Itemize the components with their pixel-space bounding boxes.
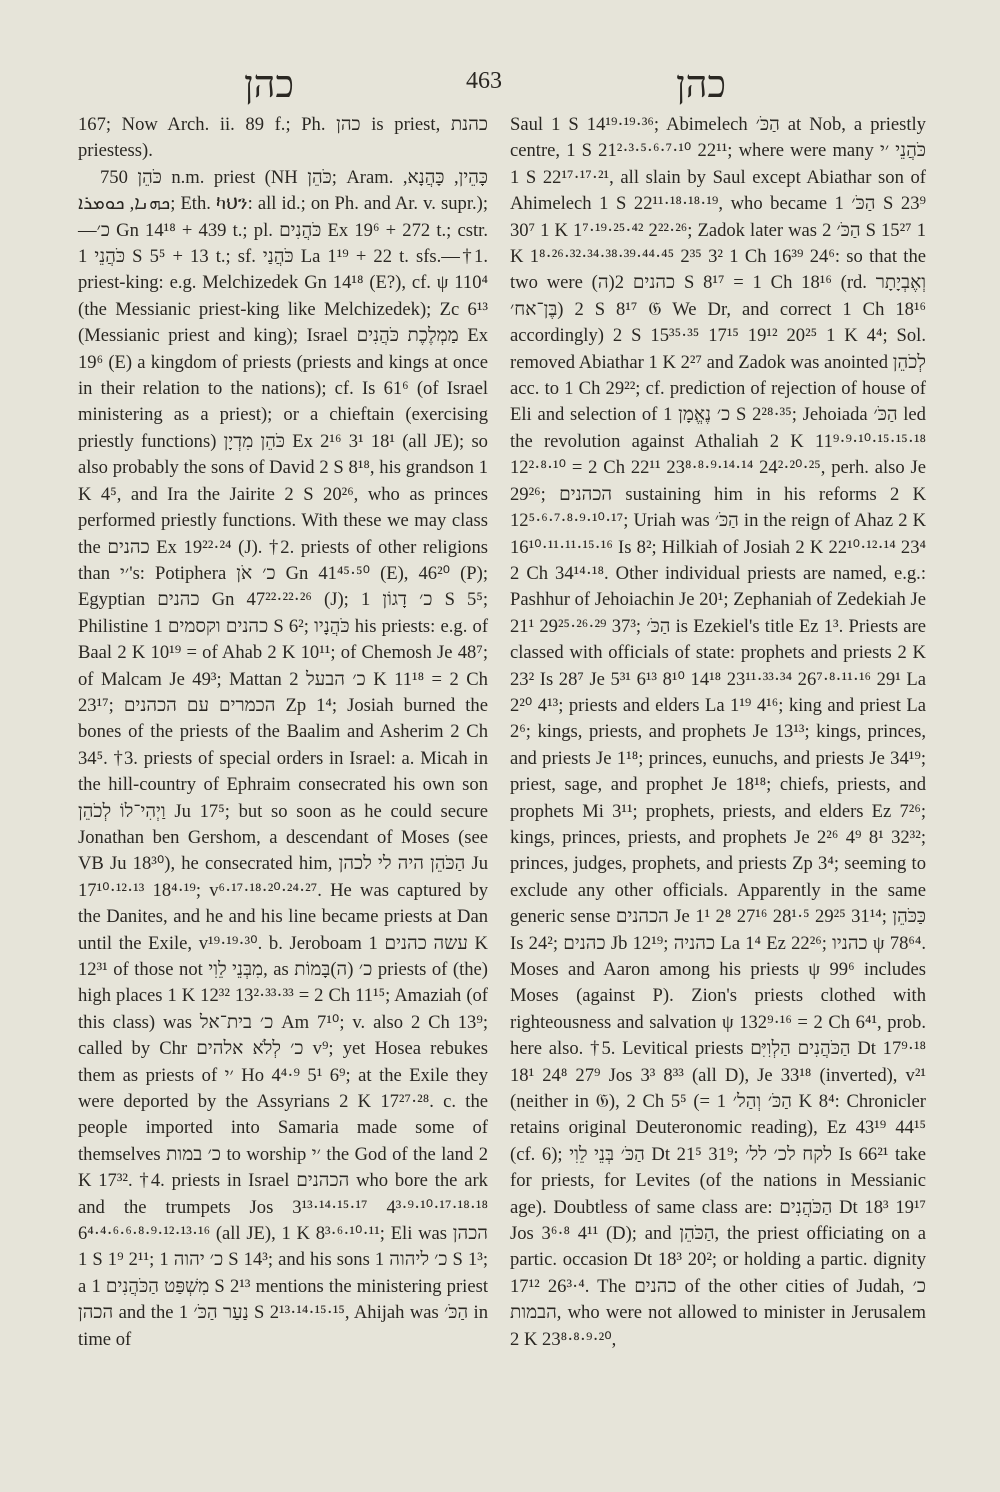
page-header xyxy=(0,60,1000,108)
page-number: 463 xyxy=(466,68,502,94)
header-right-headword: כהן xyxy=(676,62,727,106)
right-column xyxy=(510,112,926,1353)
header-left-headword: כהן xyxy=(244,62,295,106)
left-column-paragraph: 167; Now Arch. ii. 89 f.; Ph. כהן is priest, כהנת priestess). xyxy=(78,114,489,162)
left-column xyxy=(78,112,488,1353)
entry-kohen-paragraph: כֹּהֵן 750 n.m. priest (NH כֹּהֵן; Aram. כָּהֵין, כָּהֲנָא, ܟܗܢܐ, ܟܘܡܪܐ; Eth. ካህን: all id.; on Ph. and Ar. v. supr.);—כ׳ Gn 14¹⁸ + 439 t.; pl. כֹּהֲנִים Ex 19⁶ + 272 t.; cstr. כֹּהֲנֵי 1 S 5⁵ + 13 t.; sf. כֹּהֲנַי La 1¹⁹ + 22 t. sfs.—†1. priest-king: e.g. Melchizedek Gn 14¹⁸ (E?), cf. ψ 110⁴ (the Messianic priest-king like Melchizedek); Zc 6¹³ (Messianic priest and king); Israel מַמְלֶכֶת כֹּהֲנִים Ex 19⁶ (E) a kingdom of priests (priests and kings at once in their relation to the nations); cf. Is 61⁶ (of Israel ministering as a priest); or a chieftain (exercising priestly functions) כֹּהֵן מִדְיָן Ex 2¹⁶ 3¹ 18¹ (all JE); so also probably the sons of David 2 S 8¹⁸, his grandson 1 K 4⁵, and Ira the Jairite 2 S 20²⁶, who as princes performed priestly functions. With these we may class the כהנים Ex 19²²·²⁴ (J). †2. priests of other religions than ׳י's: Potiphera כ׳ אֹן Gn 41⁴⁵·⁵⁰ (E), 46²⁰ (P); Egyptian כהנים Gn 47²²·²²·²⁶ (J); כ׳ דָגוֹן 1 S 5⁵; Philistine כהנים וקסמים 1 S 6²; כֹּהֲנָיו his priests: e.g. of Baal 2 K 10¹⁹ = of Ahab 2 K 10¹¹; of Chemosh Je 48⁷; of Malcam Je 49³; Mattan כ׳ הבעל 2 K 11¹⁸ = 2 Ch 23¹⁷; הכמרים עם הכהנים Zp 1⁴; Josiah burned the bones of the priests of the Baalim and Asherim 2 Ch 34⁵. †3. priests of special orders in Israel: a. Micah in the hill-country of Ephraim consecrated his own son וַיְהִי־לוֹ לְכֹהֵן Ju 17⁵; but so soon as he could secure Jonathan ben Gershom, a descendant of Moses (see VB Ju 18³⁰), he consecrated him, הַכֹּהֵן היה לי לכהן Ju 17¹⁰·¹²·¹³ 18⁴·¹⁹; v⁶·¹⁷·¹⁸·²⁰·²⁴·²⁷. He was captured by the Danites, and he and his line became priests at Dan until the Exile, v¹⁹·¹⁹·³⁰. b. Jeroboam עשה כהנים 1 K 12³¹ of those not מִבְּנֵי לֵוִי, as כ׳ (ה)בָּמוֹת priests of (the) high places 1 K 12³² 13²·³³·³³ = 2 Ch 11¹⁵; Amaziah (of this class) was כ׳ בית־אל Am 7¹⁰; v. also 2 Ch 13⁹; called by Chr כ׳ לְלֹא אלהים v⁹; yet Hosea rebukes them as priests of ׳י Ho 4⁴·⁹ 5¹ 6⁹; at the Exile they were deported by the Assyrians 2 K 17²⁷·²⁸. c. the people imported into Samaria made some of themselves כ׳ במות to worship ׳י the God of the land 2 K 17³². †4. priests in Israel הכהנים who bore the ark and the trumpets Jos 3¹³·¹⁴·¹⁵·¹⁷ 4³·⁹·¹⁰·¹⁷·¹⁸·¹⁸ 6⁴·⁴·⁶·⁶·⁸·⁹·¹²·¹³·¹⁶ (all JE), 1 K 8³·⁶·¹⁰·¹¹; Eli was הכהן 1 S 1⁹ 2¹¹; כ׳ יהוה 1 S 14³; and his sons כ׳ ליהוה 1 S 1³; a מִשְׁפַּט הַכֹּהֲנִים 1 S 2¹³ mentions the ministering priest הכהן and the נַעַר הַכֹּ׳ 1 S 2¹³·¹⁴·¹⁵·¹⁵, Ahijah was הַכֹּ׳ in time of xyxy=(78,166,489,1350)
right-column-paragraph: Saul 1 S 14¹⁹·¹⁹·³⁶; Abimelech הַכֹּ׳ at Nob, a priestly centre, 1 S 21²·³·⁵·⁶·⁷·¹⁰ 22¹¹; where were many כֹּהֲנֵי ׳י 1 S 22¹⁷·¹⁷·²¹, all slain by Saul except Abiathar son of Ahimelech 1 S 22¹¹·¹⁸·¹⁸·¹⁹, who became הַכֹּ׳ 1 S 23⁹ 30⁷ 1 K 1⁷·¹⁹·²⁵·⁴² 2²²·²⁶; Zadok later was הַכֹּ׳ 2 S 15²⁷ 1 K 1⁸·²⁶·³²·³⁴·³⁸·³⁹·⁴⁴·⁴⁵ 2³⁵ 3² 1 Ch 16³⁹ 24⁶: so that the two were (ה)כהנים 2 S 8¹⁷ = 1 Ch 18¹⁶ (rd. וְאֶבְיָתָר בֶּן־אח׳) 2 S 8¹⁷ 𝔊 We Dr, and correct 1 Ch 18¹⁶ accordingly) 2 S 15³⁵·³⁵ 17¹⁵ 19¹² 20²⁵ 1 K 4⁴; Sol. removed Abiathar 1 K 2²⁷ and Zadok was anointed לְכֹהֵן acc. to 1 Ch 29²²; cf. prediction of rejection of house of Eli and selection of כ׳ נֶאֱמָן 1 S 2²⁸·³⁵; Jehoiada הַכֹּ׳ led the revolution against Athaliah 2 K 11⁹·⁹·¹⁰·¹⁵·¹⁵·¹⁸ 12²·⁸·¹⁰ = 2 Ch 22¹¹ 23⁸·⁸·⁹·¹⁴·¹⁴ 24²·²⁰·²⁵, perh. also Je 29²⁶; הכהנים sustaining him in his reforms 2 K 12⁵·⁶·⁷·⁸·⁹·¹⁰·¹⁷; Uriah was הַכֹּ׳ in the reign of Ahaz 2 K 16¹⁰·¹¹·¹¹·¹⁵·¹⁶ Is 8²; Hilkiah of Josiah 2 K 22¹⁰·¹²·¹⁴ 23⁴ 2 Ch 34¹⁴·¹⁸. Other individual priests are named, e.g.: Pashhur of Jehoiachin Je 20¹; Zephaniah of Zedekiah Je 21¹ 29²⁵·²⁶·²⁹ 37³; הַכֹּ׳ is Ezekiel's title Ez 1³. Priests are classed with officials of state: prophets and priests 2 K 23² Is 28⁷ Je 5³¹ 6¹³ 8¹⁰ 14¹⁸ 23¹¹·³³·³⁴ 26⁷·⁸·¹¹·¹⁶ 29¹ La 2²⁰ 4¹³; priests and elders La 1¹⁹ 4¹⁶; king and priest La 2⁶; kings, priests, and prophets Je 13¹³; kings, princes, and priests Je 1¹⁸; princes, eunuchs, and priests Je 34¹⁹; priest, sage, and prophet Je 18¹⁸; chiefs, priests, and prophets Mi 3¹¹; prophets, priests, and elders Ez 7²⁶; kings, princes, priests, and prophets Je 2²⁶ 4⁹ 8¹ 32³²; princes, judges, prophets, and priests Zp 3⁴; seeming to exclude any other officials. Apparently in the same generic sense הכהנים Je 1¹ 2⁸ 27¹⁶ 28¹·⁵ 29²⁵ 31¹⁴; כַּכֹּהֵן Is 24²; כהנים Jb 12¹⁹; כהניה La 1⁴ Ez 22²⁶; כהניו ψ 78⁶⁴. Moses and Aaron among his priests ψ 99⁶ includes Moses (against P). Zion's priests clothed with righteousness and salvation ψ 132⁹·¹⁶ = 2 Ch 6⁴¹, prob. here also. †5. Levitical priests הַכֹּהֲנִים הַלְוִיִּם Dt 17⁹·¹⁸ 18¹ 24⁸ 27⁹ Jos 3³ 8³³ (all D), Je 33¹⁸ (inverted), v²¹ (neither in 𝔊), 2 Ch 5⁵ (= הַכֹּ׳ וְהַל׳ 1 K 8⁴: Chronicler retains original Deuteronomic reading), Ez 43¹⁹ 44¹⁵ (cf. 6); הַכֹּ׳ בְּנֵי לֵוִי Dt 21⁵ 31⁹; לקח לכ׳ לל׳ Is 66²¹ take for priests, for Levites (of the nations in Messianic age). Doubtless of same class are: הַכֹּהֲנִים Dt 18³ 19¹⁷ Jos 3⁶·⁸ 4¹¹ (D); and הַכֹּהֵן, the priest officiating on a partic. occasion Dt 18³ 20²; or holding a partic. dignity 17¹² 26³·⁴. The כהנים of the other cities of Judah, כ׳ הבמות, who were not allowed to minister in Jerusalem 2 K 23⁸·⁸·⁹·²⁰, xyxy=(510,114,927,1350)
